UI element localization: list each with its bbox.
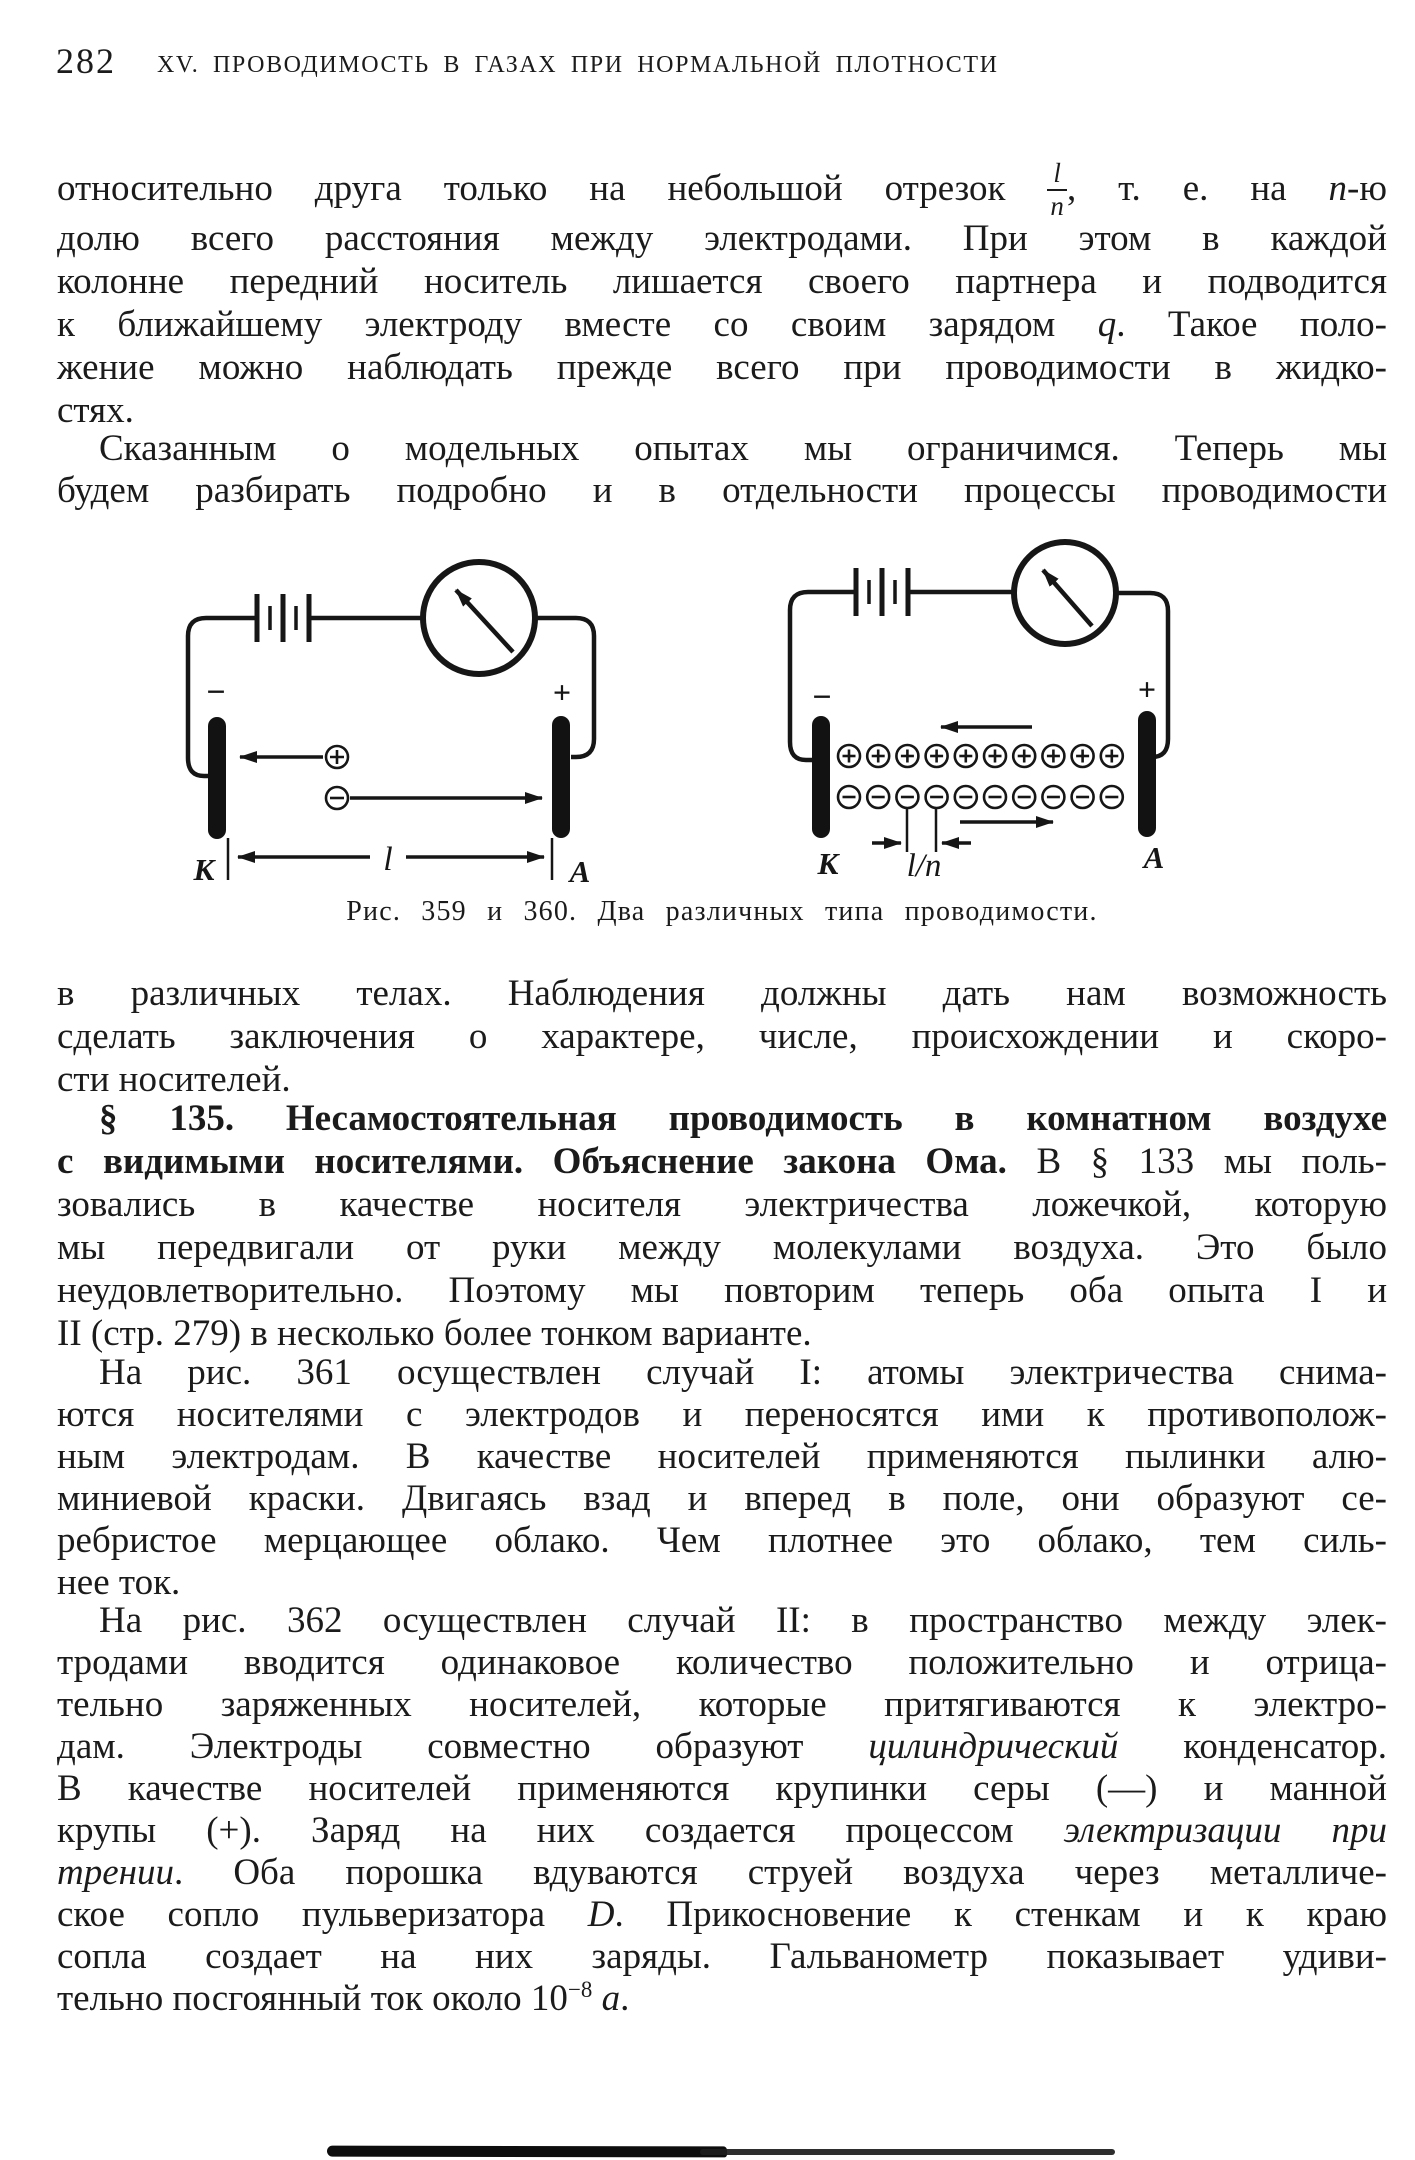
fig360-cathode-label: К	[817, 846, 839, 881]
text-line: с видимыми носителями. Объяснение закона Ома. В § 133 мы поль-	[57, 1141, 1387, 1182]
text-line: трении. Оба порошка вдуваются струей воздуха через металличе-	[57, 1852, 1387, 1893]
fig360-anode-label: А	[1143, 840, 1165, 875]
text-line: зовались в качестве носителя электричества ложечкой, которую	[57, 1184, 1387, 1225]
text-line: дам. Электроды совместно образуют цилиндрический конденсатор.	[57, 1726, 1387, 1767]
fig359-cathode-label: К	[193, 852, 215, 887]
text-line: На рис. 361 осуществлен случай I: атомы электричества снима-	[99, 1352, 1387, 1393]
text-line: колонне передний носитель лишается своего партнера и подводится	[57, 261, 1387, 302]
text-line: неудовлетворительно. Поэтому мы повторим теперь оба опыта I и	[57, 1270, 1387, 1311]
text-line: сопла создает на них заряды. Гальванометр показывает удиви-	[57, 1936, 1387, 1977]
fig359-anode-label: А	[569, 854, 591, 889]
text-line: ются носителями с электродов и переносятся ими к противополож-	[57, 1394, 1387, 1435]
text-line: ское сопло пульверизатора D. Прикосновение к стенкам и к краю	[57, 1894, 1387, 1935]
text-line: II (стр. 279) в несколько более тонком варианте.	[57, 1313, 812, 1354]
body-text	[57, 0, 1387, 2160]
fig360-anode-sign: +	[1137, 671, 1157, 707]
text-line: § 135. Несамостоятельная проводимость в комнатном воздухе	[99, 1098, 1387, 1139]
text-line: будем разбирать подробно и в отдельности процессы проводимости	[57, 470, 1387, 511]
text-line: тельно посгоянный ток около $10^{-8}$ а.	[57, 1977, 630, 2019]
text-line: тродами вводится одинаковое количество положительно и отрица-	[57, 1642, 1387, 1683]
text-line: к ближайшему электроду вместе со своим зарядом q. Такое поло-	[57, 304, 1387, 345]
fig360-cathode-sign: −	[812, 679, 832, 716]
text-line: сти носителей.	[57, 1059, 291, 1100]
text-line: стях.	[57, 390, 134, 431]
figure-caption: Рис. 359 и 360. Два различных типа проводимости.	[346, 896, 1098, 927]
text-line: долю всего расстояния между электродами. При этом в каждой	[57, 218, 1387, 259]
text-line: Сказанным о модельных опытах мы ограничимся. Теперь мы	[99, 428, 1387, 469]
text-line: ным электродам. В качестве носителей применяются пылинки алю-	[57, 1436, 1387, 1477]
text-line: крупы (+). Заряд на них создается процессом электризации при	[57, 1810, 1387, 1851]
text-line: ребристое мерцающее облако. Чем плотнее это облако, тем силь-	[57, 1520, 1387, 1561]
fig360-gap-label: l/n	[906, 848, 942, 884]
fig359-cathode-sign: −	[206, 674, 226, 711]
text-line: На рис. 362 осуществлен случай II: в пространство между элек-	[99, 1600, 1387, 1641]
text-line: нее ток.	[57, 1562, 181, 1603]
running-header: XV. ПРОВОДИМОСТЬ В ГАЗАХ ПРИ НОРМАЛЬНОЙ ПЛОТНОСТИ	[157, 52, 999, 78]
text-line: В качестве носителей применяются крупинки серы (—) и манной	[57, 1768, 1387, 1809]
text-line: мы передвигали от руки между молекулами воздуха. Это было	[57, 1227, 1387, 1268]
fraction: $\frac{l}{n}$	[1047, 160, 1067, 220]
text-line: жение можно наблюдать прежде всего при проводимости в жидко-	[57, 347, 1387, 388]
page-number: 282	[56, 41, 116, 81]
text-line: сделать заключения о характере, числе, происхождении и скоро-	[57, 1016, 1387, 1057]
scan-smudge	[700, 2149, 1115, 2155]
text-line: относительно друга только на небольшой отрезок $\frac{l}{n}$ , т. е. на n-ю	[57, 158, 1387, 221]
text-line: миниевой краски. Двигаясь взад и вперед в поле, они образуют се-	[57, 1478, 1387, 1519]
fig359-anode-sign: +	[552, 674, 572, 710]
text-line: в различных телах. Наблюдения должны дать нам возможность	[57, 973, 1387, 1014]
scan-smudge	[327, 2146, 727, 2158]
text-line: тельно заряженных носителей, которые притягиваются к электро-	[57, 1684, 1387, 1725]
fig359-gap-label: l	[383, 841, 393, 878]
